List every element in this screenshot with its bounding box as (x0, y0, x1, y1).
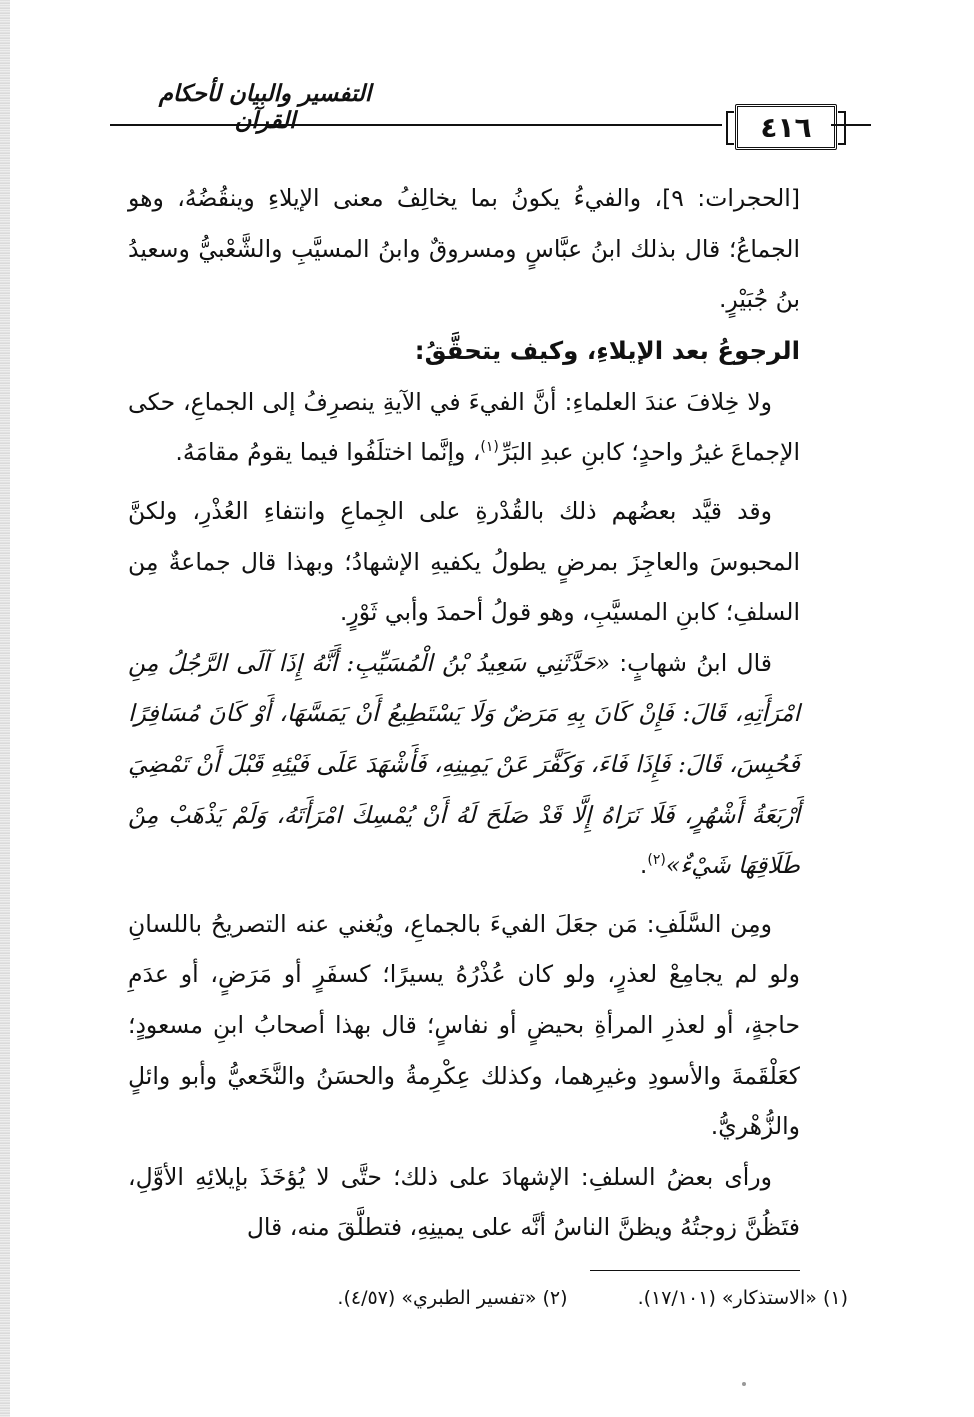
page-header (110, 72, 870, 162)
page-number: ٤١٦ (735, 104, 837, 150)
scan-edge (0, 0, 10, 1417)
footnotes (128, 1283, 848, 1313)
header-rule-short (831, 124, 871, 126)
footnote-ref-2: (٢) (647, 852, 666, 869)
book-title: التفسير والبيان لأحكام القرآن (158, 80, 372, 134)
paragraph-4-intro: قال ابنُ شهابٍ: (609, 648, 772, 677)
footnote-rule (590, 1270, 800, 1271)
hadith-quote: «حَدَّثَنِي سَعِيدُ بْنُ الْمُسَيِّبِ: أَنَّهُ إِذَا آلَى الرَّجُلُ مِنِ امْرَأَتِهِ، قَالَ: فَإِنْ كَانَ بِهِ مَرَضٌ وَلَا يَسْتَطِيعُ أَنْ يَمَسَّهَا، أَوْ كَانَ مُسَافِرًا فَحُبِسَ، قَالَ: فَإِذَا فَاءَ، وَكَفَّرَ عَنْ يَمِينِهِ، فَأَشْهَدَ عَلَى فَيْئِهِ قَبْلَ أَنْ تَمْضِيَ أَرْبَعَةُ أَشْهُرٍ، فَلَا نَرَاهُ إِلَّا قَدْ صَلَحَ لَهُ أَنْ يُمْسِكَ امْرَأَتَهُ، وَلَمْ يَذْهَبْ مِنْ طَلَاقِهَا شَيْءٌ» (128, 648, 800, 880)
main-text (128, 173, 800, 1253)
paragraph-2-text-b: ، وإنَّما اختلَفُوا فيما يقومُ مقامَهُ. (175, 438, 481, 467)
paragraph-4-end: . (639, 851, 648, 880)
paragraph-4 (128, 638, 800, 891)
paragraph-2 (128, 377, 800, 478)
paragraph-1: [الحجرات: ٩]، والفيءُ يكونُ بما يخالِفُ معنى الإيلاءِ وينقُضُهُ، وهو الجماعُ؛ قال بذلك ابنُ عبَّاسٍ ومسروقٌ وابنُ المسيَّبِ والشَّعْبيُّ وسعيدُ بنُ جُبَيْرٍ. (128, 184, 801, 314)
footnote-ref-1: (١) (480, 439, 499, 456)
footnote-2: (٢) «تفسير الطبري» (٤/٥٧). (337, 1287, 568, 1309)
paragraph-5: ومِن السَّلَفِ: مَن جعَلَ الفيءَ بالجماعِ، ويُغني عنه التصريحُ باللسانِ ولو لم يجامِعْ لعذرٍ، ولو كان عُذْرُهُ يسيرًا؛ كسفَرٍ أو مَرَضٍ، أو عدَمِ حاجةٍ، أو لعذرِ المرأةِ بحيضٍ أو نفاسٍ؛ قال بهذا أصحابُ ابنِ مسعودٍ؛ كعَلْقَمةَ والأسودِ وغيرِهما، وكذلك عِكْرِمةُ والحسَنُ والنَّخَعيُّ وأبو وائلٍ والزُّهْريُّ. (128, 909, 800, 1141)
paragraph-2-text-a: ولا خِلافَ عندَ العلماءِ: أنَّ الفيءَ في الآيةِ ينصرِفُ إلى الجماعِ، حكى الإجماعَ غيرُ واحدٍ؛ كابنِ عبدِ البَرِّ (128, 387, 800, 467)
paragraph-6: ورأى بعضُ السلفِ: الإشهادَ على ذلك؛ حتَّى لا يُؤخَذَ بإيلائِهِ الأوَّلِ، فتَظُنَّ زوجتُهُ ويظنَّ الناسُ أنَّه على يمينِهِ، فتطلَّقَ منه، قال (128, 1162, 800, 1242)
scan-speck (742, 1382, 746, 1386)
paragraph-3: وقد قيَّد بعضُهم ذلك بالقُدْرةِ على الجِماعِ وانتفاءِ العُذْرِ، ولكنَّ المحبوسَ والعاجِزَ بمرضٍ يطولُ يكفيهِ الإشهادُ؛ وبهذا قال جماعةٌ مِن السلفِ؛ كابنِ المسيَّبِ، وهو قولُ أحمدَ وأبي ثَوْرٍ. (128, 496, 800, 627)
section-heading: الرجوعُ بعد الإيلاءِ، وكيف يتحقَّقُ: (414, 335, 800, 365)
footnote-1: (١) «الاستذكار» (١٧/١٠١). (637, 1287, 848, 1309)
